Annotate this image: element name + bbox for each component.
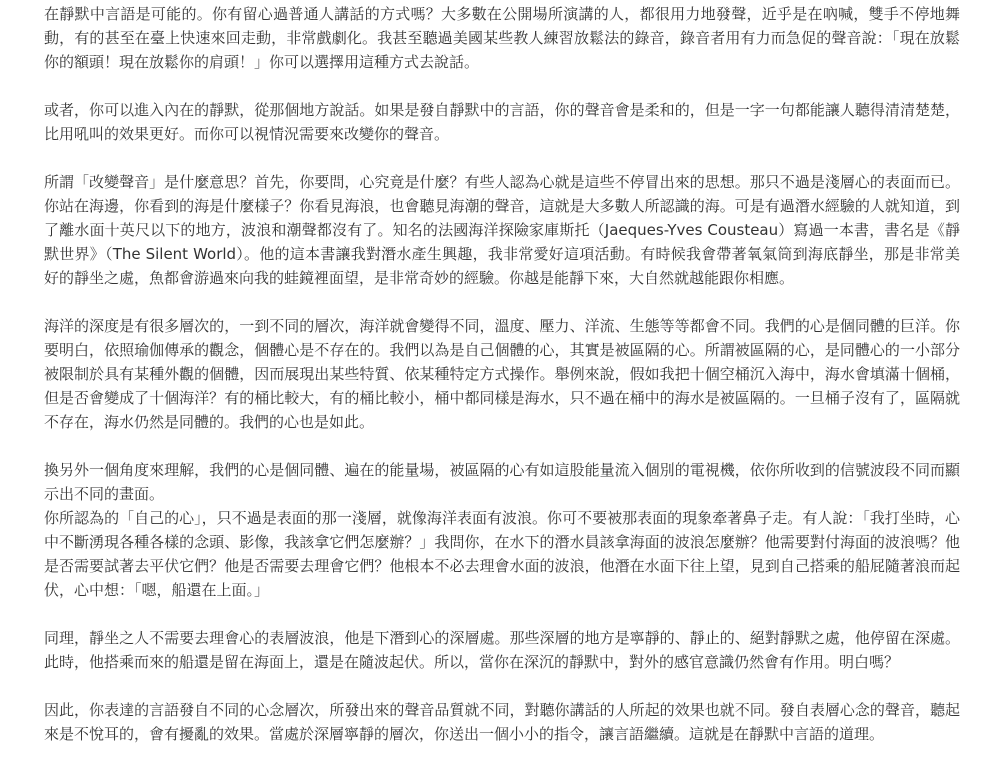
paragraph-changing-voice: 所謂「改變聲音」是什麼意思？首先，你要問，心究竟是什麼？有些人認為心就是這些不停冒出來的思想。那只不過是淺層心的表面而已。你站在海邊，你看到的海是什麼樣子？你看見海浪，也會聽見海潮的聲音，這就是大多數人所認識的海。可是有過潛水經驗的人就知道，到了離水面十英尺以下的地方，波浪和潮聲都沒有了。知名的法國海洋探險家庫斯托（Jaeques-Yves Cousteau）寫過一本書，書名是《靜默世界》（The Silent World）。他的這本書讓我對潛水產生興趣，我非常愛好這項活動。有時候我會帶著氧氣筒到海底靜坐，那是非常美好的靜坐之處，魚都會游過來向我的蛙鏡裡面望，是非常奇妙的經驗。你越是能靜下來，大自然就越能跟你相應。 [44,173,960,287]
paragraph-meditator: 同理，靜坐之人不需要去理會心的表層波浪，他是下潛到心的深層處。那些深層的地方是寧靜的、靜止的、絕對靜默之處，他停留在深處。此時，他搭乘而來的船還是留在海面上，還是在隨波起伏。所以，當你在深沉的靜默中，對外的感官意識仍然會有作用。明白嗎？ [44,629,960,671]
paragraph-conclusion: 因此，你表達的言語發自不同的心念層次，所發出來的聲音品質就不同，對聽你講話的人所起的效果也就不同。發自表層心念的聲音，聽起來是不悅耳的，會有擾亂的效果。當處於深層寧靜的層次，你送出一個小小的指令，讓言語繼續。這就是在靜默中言語的道理。 [44,701,960,743]
paragraph-energy-field: 換另外一個角度來理解，我們的心是個同體、遍在的能量場，被區隔的心有如這股能量流入個別的電視機，依你所收到的信號波段不同而顯示出不同的畫面。 [44,461,960,503]
paragraph-ocean-depth: 海洋的深度是有很多層次的，一到不同的層次，海洋就會變得不同，溫度、壓力、洋流、生態等等都會不同。我們的心是個同體的巨洋。你要明白，依照瑜伽傳承的觀念，個體心是不存在的。我們以為是自己個體的心，其實是被區隔的心。所謂被區隔的心，是同體心的一小部分被限制於具有某種外觀的個體，因而展現出某些特質、依某種特定方式操作。舉例來說，假如我把十個空桶沉入海中，海水會填滿十個桶，但是否會變成了十個海洋？有的桶比較大，有的桶比較小，桶中都同樣是海水，只不過在桶中的海水是被區隔的。一旦桶子沒有了，區隔就不存在，海水仍然是同體的。我們的心也是如此。 [44,317,960,431]
article-body [44,2,960,770]
paragraph-surface-mind: 你所認為的「自己的心」，只不過是表面的那一淺層，就像海洋表面有波浪。你可不要被那表面的現象牽著鼻子走。有人說：「我打坐時，心中不斷湧現各種各樣的念頭、影像，我該拿它們怎麼辦？」我問你，在水下的潛水員該拿海面的波浪怎麼辦？他需要對付海面的波浪嗎？他是否需要試著去平伏它們？他是否需要去理會它們？他根本不必去理會水面的波浪，他潛在水面下往上望，見到自己搭乘的船屁隨著浪而起伏，心中想：「嗯，船還在上面。」 [44,509,960,599]
paragraph-inner-silence: 或者，你可以進入內在的靜默，從那個地方說話。如果是發自靜默中的言語，你的聲音會是柔和的，但是一字一句都能讓人聽得清清楚楚，比用吼叫的效果更好。而你可以視情況需要來改變你的聲音。 [44,101,960,143]
paragraph-speech-in-silence: 在靜默中言語是可能的。你有留心過普通人講話的方式嗎？大多數在公開場所演講的人，都很用力地發聲，近乎是在吶喊，雙手不停地舞動，有的甚至在臺上快速來回走動，非常戲劇化。我甚至聽過美國某些教人練習放鬆法的錄音，錄音者用有力而急促的聲音說：「現在放鬆你的額頭！現在放鬆你的肩頭！」你可以選擇用這種方式去說話。 [44,5,960,71]
